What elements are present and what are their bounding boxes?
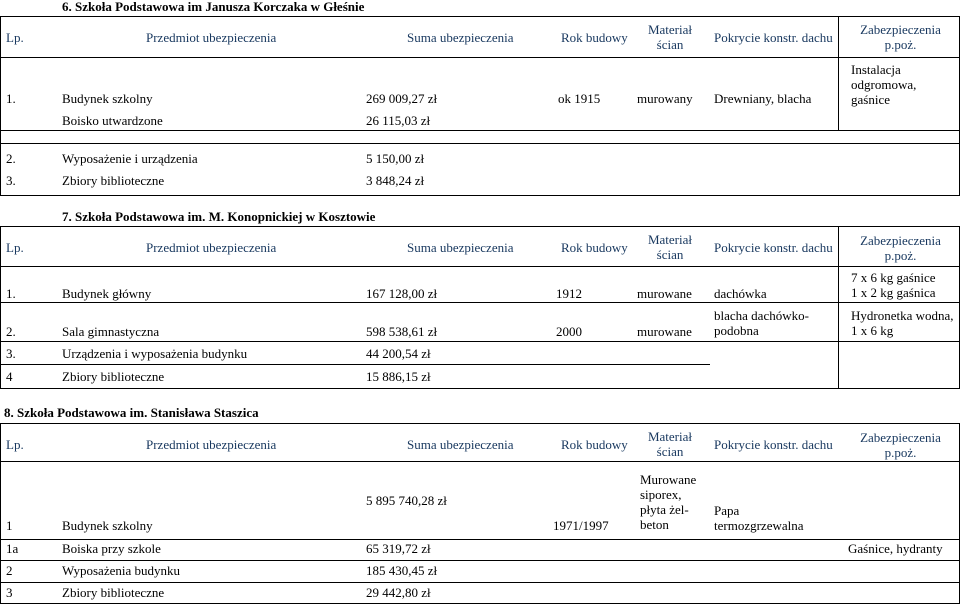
cell-sum: 269 009,27 zł [366,91,438,106]
cell-subject: Zbiory biblioteczne [62,173,165,188]
cell-lp: 1 [6,518,13,533]
cell-sum: 5 150,00 zł [366,151,425,166]
header-material: Materiał ścian [647,232,693,262]
cell-roof: dachówka [714,286,767,301]
cell-sum: 44 200,54 zł [366,346,431,361]
cell-subject: Urządzenia i wyposażenia budynku [62,346,248,361]
header-lp: Lp. [6,30,24,45]
cell-sum: 5 895 740,28 zł [366,493,447,508]
cell-lp: 2. [6,324,16,339]
cell-sum: 3 848,24 zł [366,173,425,188]
header-sum: Suma ubezpieczenia [407,240,514,255]
cell-subject: Zbiory biblioteczne [62,585,165,600]
cell-subject: Boiska przy szkole [62,541,161,556]
cell-year: 1912 [556,286,582,301]
header-fire: Zabezpieczenia p.poż. [860,22,941,52]
cell-subject: Zbiory biblioteczne [62,369,165,384]
cell-sum: 15 886,15 zł [366,369,431,384]
header-sum: Suma ubezpieczenia [407,30,514,45]
cell-lp: 1. [6,286,16,301]
header-material: Materiał ścian [647,429,693,459]
header-year: Rok budowy [561,240,628,255]
cell-sum: 598 538,61 zł [366,324,438,339]
cell-subject: Budynek szkolny [62,518,153,533]
header-lp: Lp. [6,240,24,255]
header-lp: Lp. [6,437,24,452]
cell-material: murowane [637,286,692,301]
header-subject: Przedmiot ubezpieczenia [146,240,277,255]
cell-material: murowany [637,91,693,106]
cell-sum: 185 430,45 zł [366,563,438,578]
cell-subject: Wyposażenia budynku [62,563,180,578]
section-title-8: 8. Szkoła Podstawowa im. Stanisława Staszica [4,405,259,420]
cell-year: ok 1915 [558,91,601,106]
cell-sum: 26 115,03 zł [366,113,431,128]
section-title-6: 6. Szkoła Podstawowa im Janusza Korczaka w Głeśnie [62,0,365,14]
header-fire: Zabezpieczenia p.poż. [860,430,941,460]
header-year: Rok budowy [561,437,628,452]
header-fire: Zabezpieczenia p.poż. [860,233,941,263]
cell-fire: Instalacja odgromowa, gaśnice [851,62,917,107]
cell-lp: 2 [6,563,13,578]
cell-sum: 167 128,00 zł [366,286,438,301]
cell-material: Murowane siporex, płyta żel- beton [640,472,697,532]
cell-year: 1971/1997 [553,518,609,533]
cell-year: 2000 [556,324,582,339]
cell-sum: 29 442,80 zł [366,585,431,600]
header-year: Rok budowy [561,30,628,45]
cell-roof: Drewniany, blacha [714,91,812,106]
cell-lp: 4 [6,369,13,384]
header-sum: Suma ubezpieczenia [407,437,514,452]
cell-roof: Papa termozgrzewalna [714,503,804,533]
cell-lp: 3. [6,346,16,361]
cell-subject: Budynek główny [62,286,152,301]
cell-lp: 3 [6,585,13,600]
cell-lp: 3. [6,173,16,188]
header-material: Materiał ścian [647,22,693,52]
cell-sum: 65 319,72 zł [366,541,431,556]
header-roof: Pokrycie konstr. dachu [714,30,833,45]
cell-subject: Wyposażenie i urządzenia [62,151,198,166]
cell-subject: Boisko utwardzone [62,113,163,128]
header-roof: Pokrycie konstr. dachu [714,240,833,255]
header-subject: Przedmiot ubezpieczenia [146,30,277,45]
header-roof: Pokrycie konstr. dachu [714,437,833,452]
section-title-7: 7. Szkoła Podstawowa im. M. Konopnickiej w Kosztowie [62,209,376,224]
cell-fire: Gaśnice, hydranty [848,541,943,556]
cell-subject: Budynek szkolny [62,91,153,106]
cell-fire: Hydronetka wodna, 1 x 6 kg [851,308,954,338]
cell-lp: 1a [6,541,19,556]
cell-fire: 7 x 6 kg gaśnice 1 x 2 kg gaśnica [851,270,936,300]
cell-roof: blacha dachówko- podobna [714,308,809,338]
cell-lp: 2. [6,151,16,166]
cell-material: murowane [637,324,692,339]
cell-subject: Sala gimnastyczna [62,324,160,339]
cell-lp: 1. [6,91,16,106]
header-subject: Przedmiot ubezpieczenia [146,437,277,452]
